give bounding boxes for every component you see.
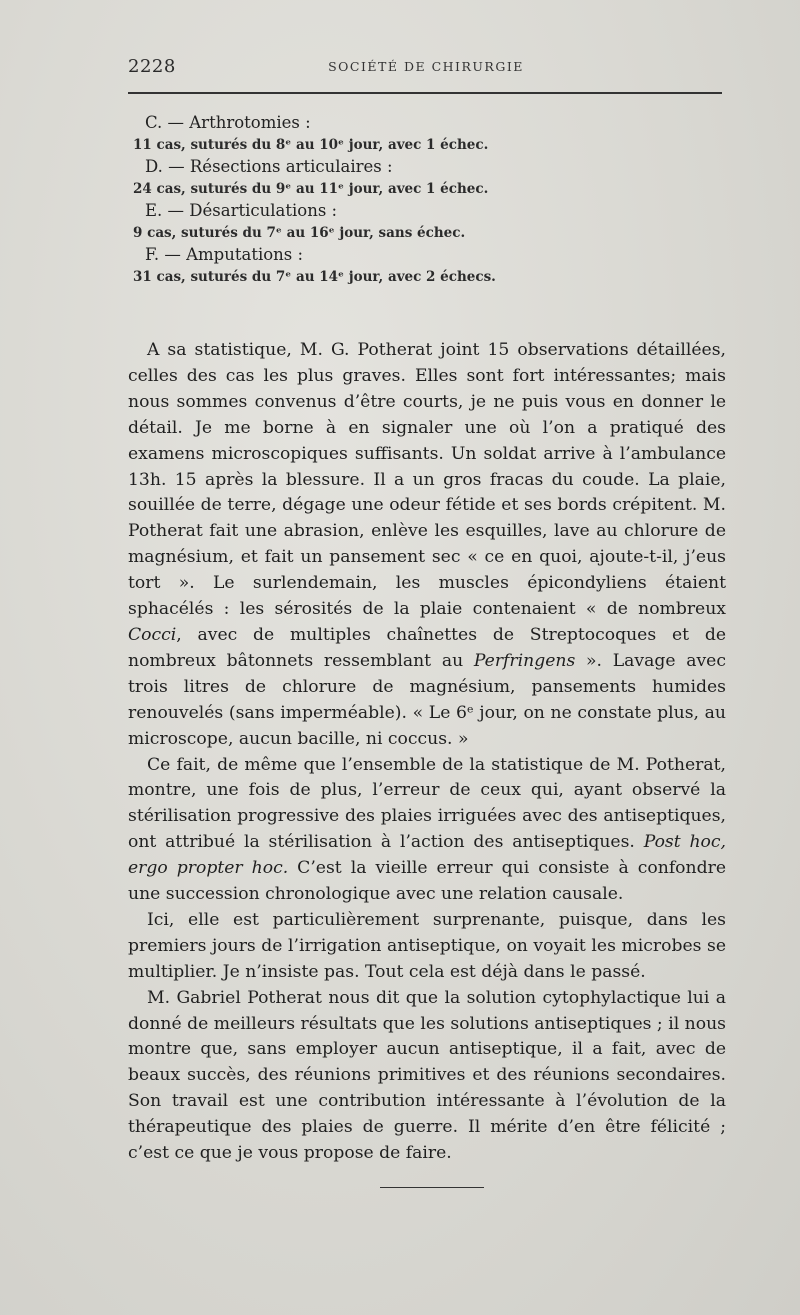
stat-detail-resections: 24 cas, suturés du 9ᵉ au 11ᵉ jour, avec 1 échec. xyxy=(133,181,489,197)
paragraph-text: ». Lavage avec trois litres de chlorure de magnésium, pansements humides renouvelés (sans imperméable). « Le 6ᵉ jour, on ne constate plus, au microscope, aucun bacille, ni coccus. » xyxy=(128,650,726,749)
stat-heading-amputations: F. — Amputations : xyxy=(145,245,304,264)
stat-detail-amputations: 31 cas, suturés du 7ᵉ au 14ᵉ jour, avec 2 échecs. xyxy=(133,269,496,285)
running-title: SOCIÉTÉ DE CHIRURGIE xyxy=(328,59,524,74)
italic-term: Perfringens xyxy=(473,650,576,671)
page-header xyxy=(128,56,724,80)
paragraph-text: Ce fait, de même que l’ensemble de la statistique de M. Potherat, montre, une fois de plus, l’erreur de ceux qui, ayant observé la stérilisation progressive des plaies irriguées avec des antiseptiques, ont attribué la stérilisation à l’action des antiseptiques. xyxy=(128,754,726,853)
stat-heading-desarticulations: E. — Désarticulations : xyxy=(145,201,338,220)
end-rule xyxy=(380,1187,484,1188)
paragraph-text: A sa statistique, M. G. Potherat joint 15 observations détaillées, celles des cas les plus graves. Elles sont fort intéressantes; mais nous sommes convenus d’être courts, je ne puis vous en donner le détail. Je me borne à en signaler une où l’on a pratiqué des examens microscopiques suffisants. Un soldat arrive à l’ambulance 13h. 15 après la blessure. Il a un gros fracas du coude. La plaie, souillée de terre, dégage une odeur fétide et ses bords crépitent. M. Potherat fait une abrasion, enlève les esquilles, lave au chlorure de magnésium, et fait un pansement sec « ce en quoi, ajoute-t-il, j’eus tort ». Le surlendemain, les muscles épicondyliens étaient sphacélés : les sérosités de la plaie contenaient « de nombreux xyxy=(128,340,726,620)
page-number: 2228 xyxy=(128,56,176,77)
header-rule xyxy=(128,92,722,94)
stat-detail-desarticulations: 9 cas, suturés du 7ᵉ au 16ᵉ jour, sans échec. xyxy=(133,225,466,241)
statistics-list xyxy=(128,112,728,288)
stat-heading-arthrotomies: C. — Arthrotomies : xyxy=(145,113,311,132)
stat-heading-resections: D. — Résections articulaires : xyxy=(145,157,393,176)
body-text xyxy=(128,338,726,1167)
paragraph-text: C’est la vieille erreur qui consiste à confondre une succession chronologique avec une relation causale. xyxy=(128,858,726,905)
paragraph-observation xyxy=(128,338,726,753)
paragraph-error xyxy=(128,753,726,908)
latin-phrase: Post hoc, ergo propter hoc. xyxy=(128,832,726,879)
paragraph-conclusion: M. Gabriel Potherat nous dit que la solution cytophylactique lui a donné de meilleurs résultats que les solutions antiseptiques ; il nous montre que, sans employer aucun antiseptique, il a fait, avec de beaux succès, des réunions primitives et des réunions secondaires. Son travail est une contribution intéressante à l’évolution de la thérapeutique des plaies de guerre. Il mérite d’en être félicité ; c’est ce que je vous propose de faire. xyxy=(128,987,726,1164)
paragraph-surprise: Ici, elle est particulièrement surprenante, puisque, dans les premiers jours de l’irrigation antiseptique, on voyait les microbes se multiplier. Je n’insiste pas. Tout cela est déjà dans le passé. xyxy=(128,909,726,982)
italic-term: Cocci xyxy=(128,624,177,645)
stat-detail-arthrotomies: 11 cas, suturés du 8ᵉ au 10ᵉ jour, avec 1 échec. xyxy=(133,137,489,153)
paragraph-text: , avec de multiples chaînettes de Streptocoques et de nombreux bâtonnets ressemblant au xyxy=(128,624,726,671)
